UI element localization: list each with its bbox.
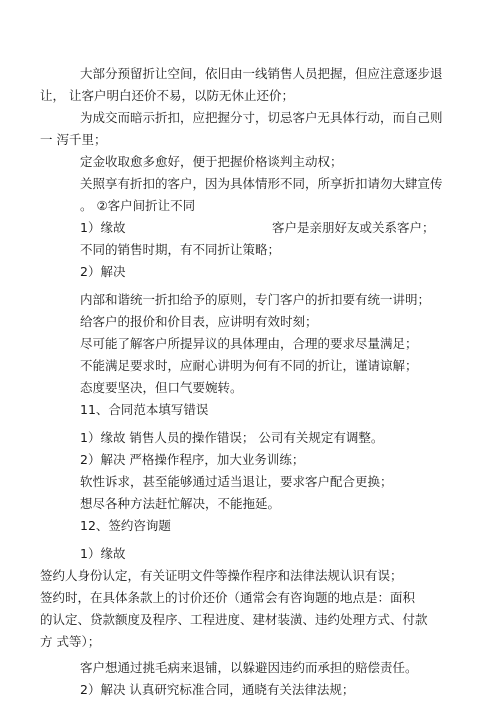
text-line: 1）缘故	[80, 220, 126, 235]
text-line: 2）解决 认真研究标准合同，通晓有关法律法规；	[80, 682, 355, 697]
section-heading: 12、签约咨询题	[80, 518, 171, 533]
text-line: 客户想通过挑毛病来退铺，以躲避因违约而承担的赔偿责任。	[80, 660, 418, 675]
text-line: 态度要坚决，但口气要婉转。	[80, 380, 243, 395]
text-line: 。 ②客户间折让不同	[80, 198, 196, 213]
text-line: 关照享有折扣的客户，因为具体情形不同，所享折扣请勿大肆宣传	[80, 176, 443, 191]
text-line: 一 泻千里；	[40, 132, 107, 147]
text-line: 签约时，在具体条款上的讨价还价（通常会有咨询题的地点是：面积	[40, 590, 416, 605]
text-line: 2）解决 严格操作程序，加大业务训练；	[80, 452, 305, 467]
text-line: 内部和谐统一折扣给予的原则，专门客户的折扣要有统一讲明；	[80, 292, 431, 307]
text-line: 尽可能了解客户所提异议的具体理由，合理的要求尽量满足；	[80, 336, 418, 351]
text-line: 签约人身份认定，有关证明文件等操作程序和法律法规认识有误；	[40, 568, 403, 583]
text-line: 客户是亲朋好友或关系客户；	[272, 220, 435, 235]
text-line: 1）缘故	[80, 546, 126, 561]
text-line: 不同的销售时期，有不同折让策略；	[80, 242, 281, 257]
text-line: 定金收取愈多愈好，便于把握价格谈判主动权；	[80, 154, 343, 169]
text-line: 2）解决	[80, 264, 126, 279]
text-line: 让， 让客户明白还价不易，以防无休止还价；	[40, 88, 294, 103]
text-line: 为成交而暗示折扣，应把握分寸，切忌客户无具体行动，而自己则	[80, 110, 443, 125]
text-line: 想尽各种方法赶忙解决，不能拖延。	[80, 496, 281, 511]
text-line: 不能满足要求时，应耐心讲明为何有不同的折让，谨请谅解；	[80, 358, 418, 373]
section-heading: 11、合同范本填写错误	[80, 402, 209, 417]
text-line: 大部分预留折让空间，依旧由一线销售人员把握，但应注意逐步退	[80, 66, 443, 81]
text-line: 1）缘故 销售人员的操作错误； 公司有关规定有调整。	[80, 430, 384, 445]
text-line: 软性诉求，甚至能够通过适当退让，要求客户配合更换；	[80, 474, 393, 489]
text-line: 的认定、贷款额度及程序、工程进度、建材装潢、违约处理方式、付款	[40, 612, 428, 627]
text-line: 方 式等）；	[40, 634, 101, 649]
text-line: 给客户的报价和价目表，应讲明有效时刻；	[80, 314, 318, 329]
